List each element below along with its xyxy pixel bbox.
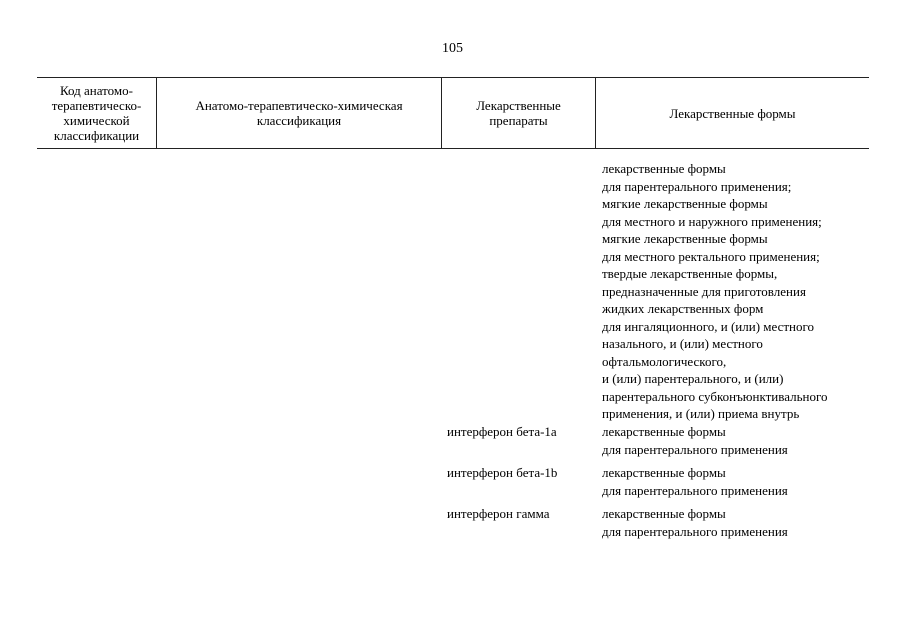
drug-name: интерферон бета-1b	[447, 465, 558, 480]
table-row	[0, 160, 905, 423]
page-number: 105	[442, 41, 463, 56]
table-header	[37, 77, 869, 149]
drug-name: интерферон гамма	[447, 506, 550, 521]
header-drugs: Лекарственные препараты	[442, 78, 596, 148]
dosage-forms: лекарственные формы для парентерального применения	[602, 506, 788, 539]
table-row	[0, 505, 905, 546]
dosage-forms: лекарственные формы для парентерального применения	[602, 465, 788, 498]
header-atc-classification: Анатомо-терапевтическо-химическая классификация	[157, 78, 442, 148]
dosage-forms: лекарственные формы для парентерального применения	[602, 424, 788, 457]
table-row	[0, 423, 905, 464]
dosage-forms: лекарственные формы для парентерального применения; мягкие лекарственные формы для местного и наружного применения; мягкие лекарственные формы для местного ректального применения; твердые лекарственные формы, предназначенные для приготовления жидких лекарственных форм для ингаляционного, и (или) местного назального, и (или) местного офтальмологического, и (или) парентерального, и (или) парентерального субконъюнктивального применения, и (или) приема внутрь	[602, 161, 828, 421]
table-row	[0, 464, 905, 505]
drug-name: интерферон бета-1a	[447, 424, 557, 439]
table-body	[0, 160, 905, 546]
header-atc-code: Код анатомо- терапевтическо- химической классификации	[37, 78, 157, 148]
header-dosage-forms: Лекарственные формы	[669, 105, 796, 121]
